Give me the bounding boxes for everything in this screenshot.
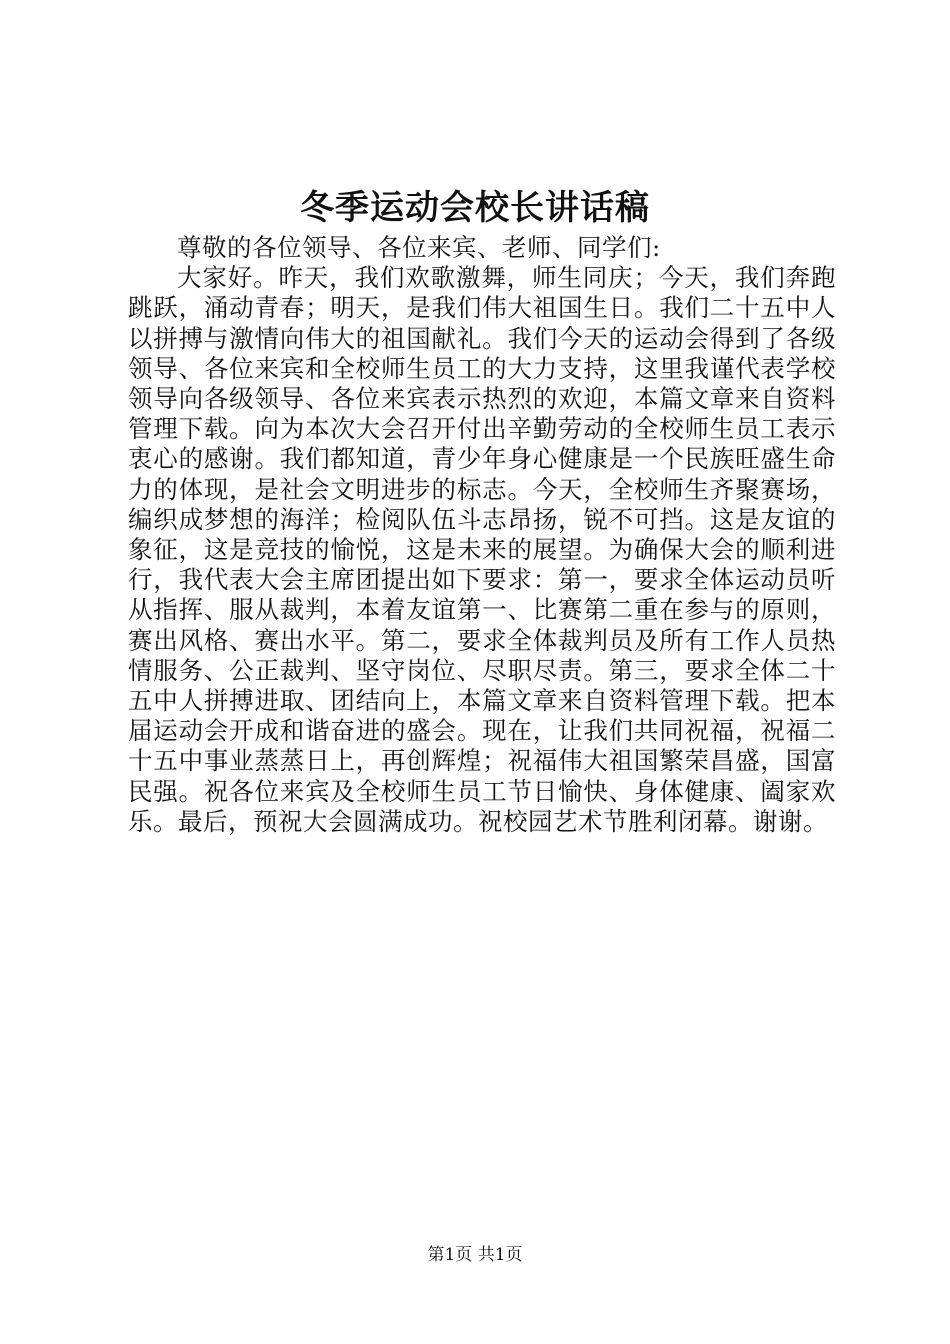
document-body — [128, 233, 836, 837]
speech-paragraph: 大家好。昨天，我们欢歌激舞，师生同庆；今天，我们奔跑跳跃，涌动青春；明天，是我们伟大祖国生日。我们二十五中人以拼搏与激情向伟大的祖国献礼。我们今天的运动会得到了各级领导、各位来宾和全校师生员工的大力支持，这里我谨代表学校领导向各级领导、各位来宾表示热烈的欢迎，本篇文章来自资料管理下载。向为本次大会召开付出辛勤劳动的全校师生员工表示衷心的感谢。我们都知道，青少年身心健康是一个民族旺盛生命力的体现，是社会文明进步的标志。今天，全校师生齐聚赛场，编织成梦想的海洋；检阅队伍斗志昂扬，锐不可挡。这是友谊的象征，这是竞技的愉悦，这是未来的展望。为确保大会的顺利进行，我代表大会主席团提出如下要求：第一，要求全体运动员听从指挥、服从裁判，本着友谊第一、比赛第二重在参与的原则，赛出风格、赛出水平。第二，要求全体裁判员及所有工作人员热情服务、公正裁判、坚守岗位、尽职尽责。第三，要求全体二十五中人拼搏进取、团结向上，本篇文章来自资料管理下载。把本届运动会开成和谐奋进的盛会。现在，让我们共同祝福，祝福二十五中事业蒸蒸日上，再创辉煌；祝福伟大祖国繁荣昌盛，国富民强。祝各位来宾及全校师生员工节日愉快、身体健康、阖家欢乐。最后，预祝大会圆满成功。祝校园艺术节胜利闭幕。谢谢。 — [128, 263, 836, 836]
salutation-paragraph: 尊敬的各位领导、各位来宾、老师、同学们: — [177, 233, 661, 262]
document-title: 冬季运动会校长讲话稿 — [300, 188, 650, 228]
page-footer: 第1页 共1页 — [427, 1245, 523, 1265]
